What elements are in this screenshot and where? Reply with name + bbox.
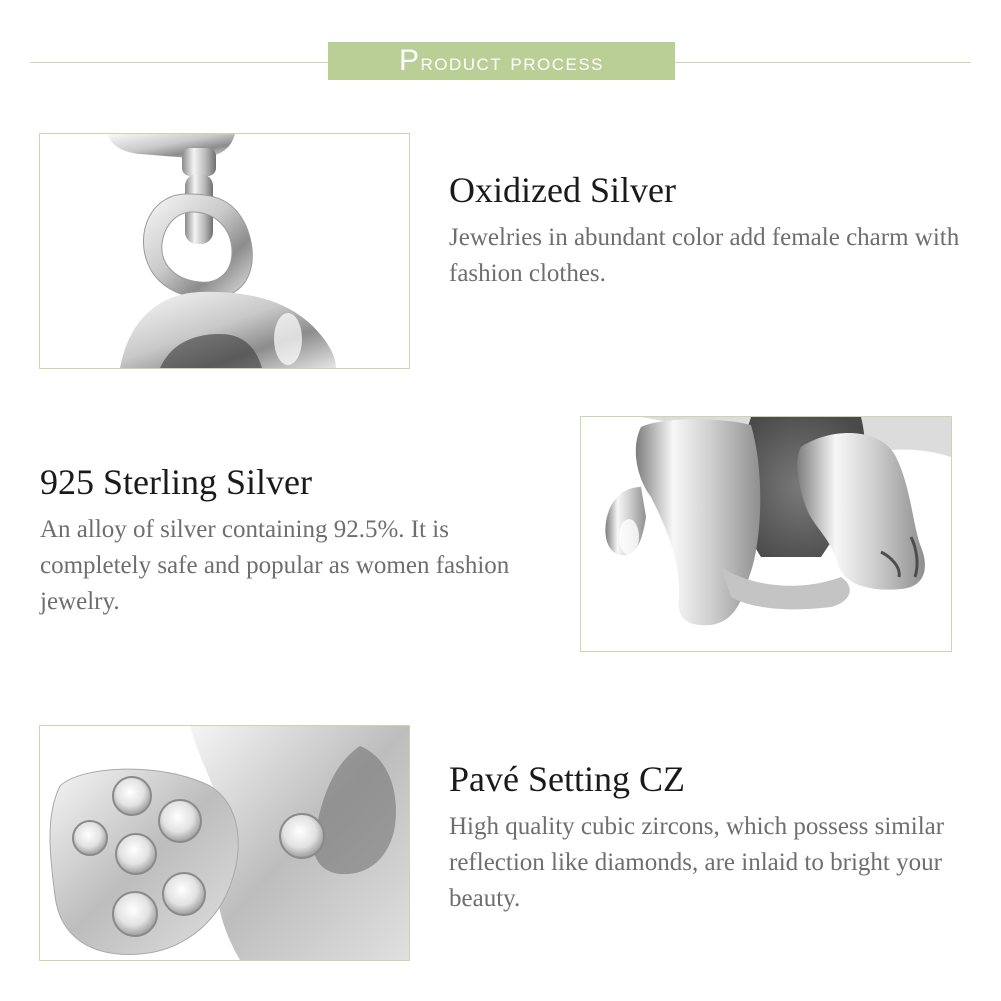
feature-title: Pavé Setting CZ xyxy=(449,759,685,799)
silver-charm-loop-closeup-icon xyxy=(40,134,409,368)
silver-animal-figure-closeup-icon xyxy=(581,417,951,651)
feature-description: Jewelries in abundant color add female charm with fashion clothes. xyxy=(449,224,960,287)
product-image-sterling-silver xyxy=(580,416,952,652)
feature-pave-setting xyxy=(449,759,969,917)
section-header-title: Product process xyxy=(398,44,605,77)
feature-oxidized-silver xyxy=(449,170,969,292)
section-header-badge xyxy=(328,42,675,80)
header-divider-right xyxy=(675,62,971,63)
feature-title: Oxidized Silver xyxy=(449,170,676,210)
product-image-oxidized-silver xyxy=(39,133,410,369)
zirconia-paw-closeup-icon xyxy=(40,726,409,960)
feature-description: High quality cubic zircons, which possess similar reflection like diamonds, are inlaid to bright your beauty. xyxy=(449,813,945,912)
product-image-pave-setting xyxy=(39,725,410,961)
feature-description: An alloy of silver containing 92.5%. It is completely safe and popular as women fashion jewelry. xyxy=(40,516,510,615)
header-divider-left xyxy=(30,62,328,63)
feature-title: 925 Sterling Silver xyxy=(40,462,312,502)
feature-sterling-silver xyxy=(40,462,540,620)
